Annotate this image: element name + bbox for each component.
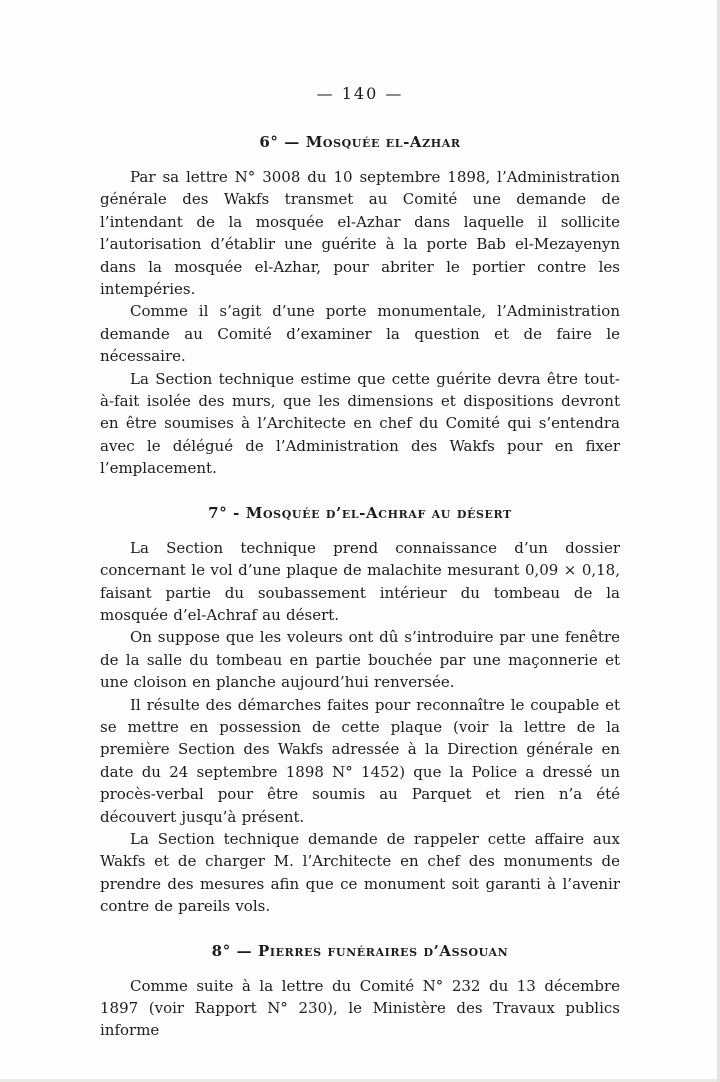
page-content (100, 84, 620, 1042)
paragraph: La Section technique estime que cette guérite devra être tout-à-fait isolée des murs, que les dimensions et dispositions devront en être soumises à l’Architecte en chef du Comité qui s’entendra avec le délégué de l’Administration des Wakfs pour en fixer l’emplacement. (100, 369, 620, 478)
section-heading: 6° — Mosquée el-Azhar (259, 133, 461, 151)
section-mosquee-el-azhar (100, 133, 620, 480)
section-heading: 7° - Mosquée d’el-Achraf au désert (208, 503, 512, 522)
paragraph: Il résulte des démarches faites pour reconnaître le coupable et se mettre en possession de cette plaque (voir la lettre de la première Section des Wakfs adressée à la Direction générale en date du 24 septembre 1898 N° 1452) que la Police a dressé un procès-verbal pour être soumis au Parquet et rien n’a été découvert jusqu’à présent. (100, 695, 620, 826)
paragraph: Par sa lettre N° 3008 du 10 septembre 1898, l’Administration générale des Wakfs transmet au Comité une demande de l’intendant de la mosquée el-Azhar dans laquelle il sollicite l’autorisation d’établir une guérite à la porte Bab el-Mezayenyn dans la mosquée el-Azhar, pour abriter le portier contre les intempéries. (100, 168, 620, 299)
paragraph: On suppose que les voleurs ont dû s’introduire par une fenêtre de la salle du tombeau en partie bouchée par une maçonnerie et une cloison en planche aujourd’hui renversée. (100, 628, 620, 692)
paragraph: La Section technique demande de rappeler cette affaire aux Wakfs et de charger M. l’Architecte en chef des monuments de prendre des mesures afin que ce monument soit garanti à l’avenir contre de pareils vols. (100, 829, 620, 916)
paragraph: La Section technique prend connaissance d’un dossier concernant le vol d’une plaque de malachite mesurant 0,09 × 0,18, faisant partie du soubassement intérieur du tombeau de la mosquée d’el-Achraf au désert. (100, 538, 620, 624)
section-heading: 8° — Pierres funéraires d’Assouan (211, 941, 509, 960)
page-number: — 140 — (316, 84, 404, 103)
section-pierres-funeraires (100, 942, 620, 1042)
section-mosquee-el-achraf (100, 504, 620, 918)
paragraph: Comme suite à la lettre du Comité N° 232 du 13 décembre 1897 (voir Rapport N° 230), le Ministère des Travaux publics informe (100, 976, 620, 1040)
paragraph: Comme il s’agit d’une porte monumentale, l’Administration demande au Comité d’examiner la question et de faire le nécessaire. (100, 302, 620, 366)
